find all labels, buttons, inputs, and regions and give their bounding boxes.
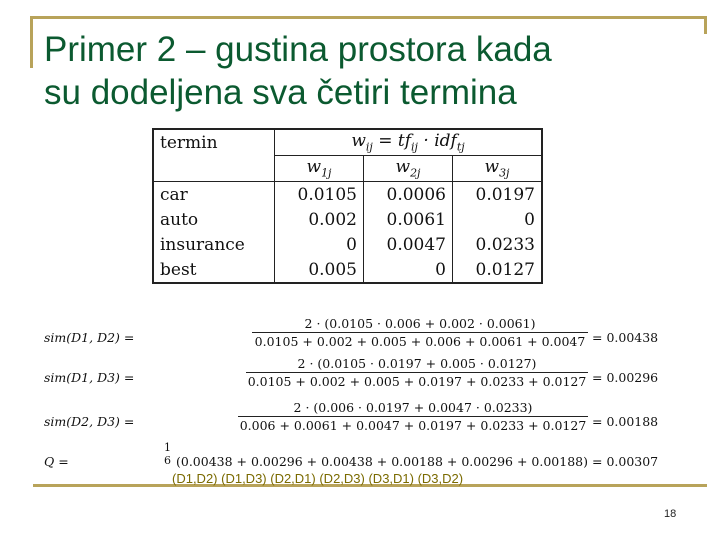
sim-lhs: sim(D1, D2) = <box>44 330 135 345</box>
sim-denominator: 0.0105 + 0.002 + 0.005 + 0.006 + 0.0061 + 0.0047 <box>254 334 586 349</box>
table-subheader-row <box>153 156 542 182</box>
term-cell: insurance <box>153 232 275 257</box>
sim-result: = 0.00296 <box>592 370 659 385</box>
title-line-1: Primer 2 – gustina prostora kada <box>44 30 552 69</box>
q-coef-numerator: 1 <box>164 441 171 454</box>
q-coef-denominator: 6 <box>164 454 171 467</box>
value-cell: 0.0047 <box>364 232 453 257</box>
page-number: 18 <box>664 508 677 520</box>
table-row <box>153 257 542 283</box>
sim-numerator: 2 · (0.0105 · 0.0197 + 0.005 · 0.0127) <box>246 356 588 373</box>
value-cell: 0.002 <box>275 207 364 232</box>
value-cell: 0.0127 <box>475 259 535 280</box>
value-cell: 0 <box>364 257 453 283</box>
q-coefficient <box>164 442 171 466</box>
value-cell: 0.0061 <box>364 207 453 232</box>
sim-fraction <box>238 400 588 433</box>
col-header-w1: $w_{1j}$ <box>275 156 364 182</box>
sim-denominator: 0.006 + 0.0061 + 0.0047 + 0.0197 + 0.0233 + 0.0127 <box>239 418 587 433</box>
table-row <box>153 232 542 257</box>
sim-d2-d3-equation <box>44 400 684 446</box>
sim-fraction <box>246 356 588 389</box>
value-cell: 0 <box>524 209 535 230</box>
sim-result: = 0.00188 <box>592 414 659 429</box>
term-cell: car <box>153 182 275 208</box>
value-cell: 0.0006 <box>364 182 453 208</box>
table-row <box>153 207 542 232</box>
sim-fraction <box>252 316 588 349</box>
slide-title <box>44 28 704 114</box>
value-cell: 0 <box>275 232 364 257</box>
q-lhs: Q = <box>44 454 69 469</box>
sim-lhs: sim(D2, D3) = <box>44 414 135 429</box>
title-line-2: su dodeljena sva četiri termina <box>44 73 517 112</box>
sim-result: = 0.00438 <box>592 330 659 345</box>
value-cell: 0.0197 <box>475 184 535 205</box>
q-sum: (0.00438 + 0.00296 + 0.00438 + 0.00188 + 0.00296 + 0.00188) <box>176 454 588 469</box>
term-cell: auto <box>153 207 275 232</box>
term-weight-table <box>152 128 543 284</box>
term-cell: best <box>153 257 275 283</box>
frame-top-rule <box>30 16 707 19</box>
col-header-w2: $w_{2j}$ <box>364 156 453 182</box>
sim-numerator: 2 · (0.0105 · 0.006 + 0.002 · 0.0061) <box>252 316 588 333</box>
document-pairs-label: (D1,D2) (D1,D3) (D2,D1) (D2,D3) (D3,D1) (D3,D2) <box>172 471 464 486</box>
header-formula: $w_{ij} = tf_{ij} \cdot idf_{tj}$ <box>275 129 543 156</box>
sim-numerator: 2 · (0.006 · 0.0197 + 0.0047 · 0.0233) <box>238 400 588 417</box>
value-cell: 0.005 <box>275 257 364 283</box>
value-cell: 0.0105 <box>275 182 364 208</box>
table-header-row <box>153 129 542 156</box>
q-result: = 0.00307 <box>592 454 659 469</box>
header-empty <box>153 156 275 182</box>
value-cell: 0.0233 <box>475 234 535 255</box>
sim-d1-d3-equation <box>44 356 684 402</box>
col-header-w3: $w_{3j}$ <box>453 156 543 182</box>
table-row <box>153 182 542 208</box>
sim-denominator: 0.0105 + 0.002 + 0.005 + 0.0197 + 0.0233 + 0.0127 <box>247 374 587 389</box>
frame-right-rule <box>704 16 707 34</box>
sim-lhs: sim(D1, D3) = <box>44 370 135 385</box>
frame-left-rule <box>30 16 33 68</box>
header-term: termin <box>153 129 275 156</box>
